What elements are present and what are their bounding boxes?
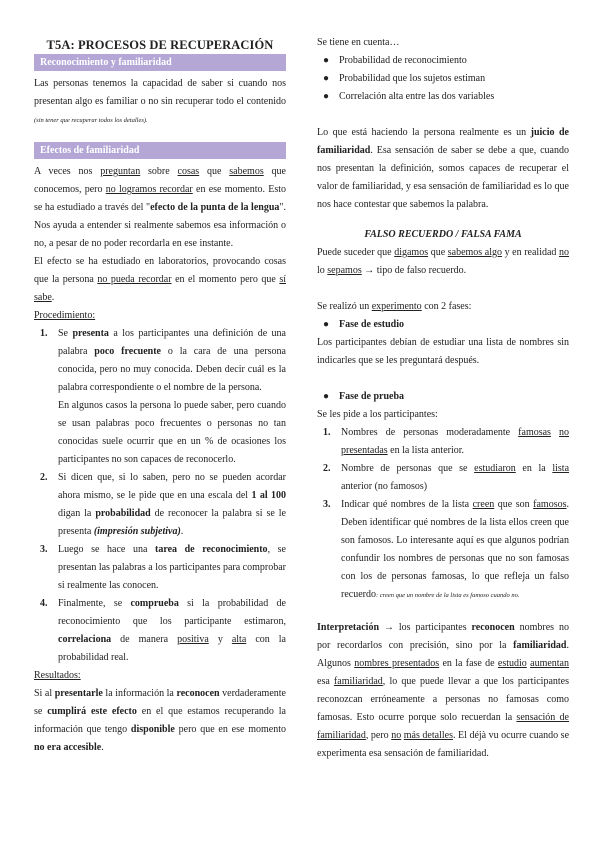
text-underlined: experimento (371, 301, 422, 312)
text-bold-italic: (impresión subjetiva) (93, 526, 181, 537)
text: . El déjà vu ocurre cuando se experimenta esa sensación de familiaridad. (317, 730, 570, 759)
text-bold: tarea de reconocimiento (155, 544, 268, 555)
text-underlined: aumentan (530, 658, 569, 669)
text: con 2 fases: (421, 301, 472, 312)
text-bold: comprueba (130, 598, 179, 609)
paragraph-juicio (317, 124, 569, 214)
text: pero que en ese momento (174, 724, 287, 735)
bullet-icon: ● (323, 391, 330, 402)
text-underlined: lista (552, 463, 570, 474)
text-bold: disponible (130, 724, 175, 735)
text-underlined: estudiaron (474, 463, 516, 474)
text-underlined: sí sabe (34, 274, 286, 303)
text-bold: reconocen (471, 622, 515, 633)
text-bold: efecto de la punta de la lengua (150, 202, 280, 213)
text-underlined: alta (231, 634, 247, 645)
text-underlined: nombres presentados (354, 658, 440, 669)
text-note: : creen que un nombre de la lista es famoso cuando no. (375, 592, 520, 599)
text: de reconocer la palabra si se le presenta (58, 508, 286, 537)
left-column (34, 54, 286, 757)
text-underlined: sepamos (327, 265, 362, 276)
text: anterior (no famosos) (341, 481, 428, 492)
text: en el que estamos recuperando la información que tengo (34, 706, 286, 735)
list-item (34, 325, 286, 469)
text: digan la (58, 508, 96, 519)
text: Probabilidad de reconocimiento (339, 55, 467, 66)
text-bold: Fase de prueba (339, 391, 404, 402)
text: con la probabilidad real. (58, 634, 286, 663)
text-bold: cumplirá este efecto (47, 706, 137, 717)
text-bold: presenta (72, 328, 109, 339)
text: Indicar qué nombres de la lista (341, 499, 473, 510)
text-underlined: no (559, 247, 569, 258)
list-item (317, 460, 569, 496)
page-title: T5A: PROCESOS DE RECUPERACIÓN (46, 38, 274, 52)
text: verdaderamente se (34, 688, 286, 717)
text: Si dicen que, si lo saben, pero no se pueden acordar ahora mismo, se le pide que en una escala del (58, 472, 286, 501)
text: . (101, 742, 104, 753)
list-number: 3. (323, 499, 331, 510)
text-underlined: famosos (533, 499, 567, 510)
text: Lo que está haciendo la persona realmente es un (317, 127, 531, 138)
paragraph-text: Las personas tenemos la capacidad de saber si cuando nos presentan algo es familiar o no sin recuperar todo el contenido (34, 78, 286, 107)
text: Nombre de personas que se (341, 463, 475, 474)
bullet-icon: ● (323, 91, 330, 102)
text: → los participantes (379, 622, 472, 633)
list-number: 2. (323, 463, 331, 474)
list-number: 3. (40, 544, 48, 555)
text: . (51, 292, 55, 303)
bullet-item (317, 70, 569, 88)
list-item-extra: En algunos casos la persona lo puede saber, pero cuando se usan palabras poco frecuentes o personas no tan conocidas suele ocurrir que en un % de ocasiones los participantes no son capaces de reconocerlo. (58, 400, 286, 465)
paragraph-laboratorio (34, 253, 286, 307)
procedimiento-label: Procedimiento: (34, 310, 96, 321)
paragraph-experimento (317, 298, 569, 316)
bullet-item (317, 388, 569, 406)
paragraph-reconocimiento (34, 75, 286, 130)
text-bold: 1 al 100 (251, 490, 287, 501)
paragraph-interpretacion (317, 619, 569, 763)
text-underlined: familiaridad (333, 676, 383, 687)
list-number: 1. (40, 328, 48, 339)
text: lo (317, 265, 328, 276)
list-item (34, 595, 286, 667)
bullet-icon: ● (323, 55, 330, 66)
text: y (208, 634, 232, 645)
text-bold: poco frecuente (94, 346, 161, 357)
text-underlined: no pueda recordar (97, 274, 172, 285)
text-underlined: positiva (177, 634, 209, 645)
list-number: 1. (323, 427, 331, 438)
text: Luego se hace una (58, 544, 155, 555)
list-item (317, 496, 569, 605)
text: . Algunos (317, 640, 569, 669)
text: o la cara de una persona conocida, pero no muy conocida. Deben decir cuál es la palabra correspondiente o el nombre de la persona. (58, 346, 286, 393)
text-bold: reconocen (176, 688, 220, 699)
paragraph-note: (sin tener que recuperar todos los detalles). (34, 117, 148, 124)
text-underlined: digamos (394, 247, 429, 258)
text: que (199, 166, 230, 177)
phase-list-study (317, 316, 569, 334)
text: esa (317, 676, 334, 687)
text: . Deben identificar qué nombres de la lista ellos creen que son famosos. Lo interesante aquí es que algunos podrían confundir los nombres de personas que no son famosas con los de personas famosas, lo que refleja un falso recuerdo (341, 499, 569, 600)
text-underlined: no (391, 730, 402, 741)
procedure-list (34, 325, 286, 667)
text-underlined: creen (472, 499, 495, 510)
text: Si al (34, 688, 55, 699)
list-item (34, 469, 286, 541)
intro-text: Se tiene en cuenta… (317, 37, 400, 48)
text: Nombres de personas moderadamente (341, 427, 519, 438)
text: si la probabilidad de reconocimiento que los participante estimaron, (58, 598, 286, 627)
section-header-falso-recuerdo: FALSO RECUERDO / FALSA FAMA (364, 229, 522, 240)
text-underlined: no logramos recordar (105, 184, 193, 195)
resultados-label: Resultados: (34, 670, 81, 681)
text-bold: juicio de familiaridad (317, 127, 569, 156)
text-bold: Fase de estudio (339, 319, 404, 330)
text: El efecto se ha estudiado en laboratorios, provocando cosas que la persona (34, 256, 286, 285)
text: Probabilidad que los sujetos estiman (339, 73, 486, 84)
text-underlined: sensación de familiaridad (317, 712, 569, 741)
test-list (317, 424, 569, 605)
text-bold: presentarle (54, 688, 103, 699)
text-underlined: no presentadas (341, 427, 570, 456)
text: en la fase de (439, 658, 498, 669)
text-bold: correlaciona (58, 634, 112, 645)
text-underlined: cosas (177, 166, 200, 177)
text: . Esa sensación de saber se debe a que, cuando nos presentan la definición, somos capaces de recuperar el valor de familiaridad, y esa sensación de familiaridad es lo que nos hace contestar que sabemos la palabra. (317, 145, 569, 210)
text: la información la (102, 688, 177, 699)
text: sobre (140, 166, 178, 177)
text-bold: Interpretación (317, 622, 380, 633)
text: y en realidad (501, 247, 559, 258)
text: que (428, 247, 448, 258)
list-item (317, 424, 569, 460)
text: , se presentan las palabras a los participantes para comprobar si realmente las conocen. (58, 544, 286, 591)
text: → tipo de falso recuerdo. (361, 265, 467, 276)
section-header-reconocimiento: Reconocimiento y familiaridad (34, 54, 286, 71)
text: ". Nos ayuda a entender si realmente sabemos esa información o no, a pesar de no poder recordarla en ese instante. (34, 202, 286, 249)
text-bold: no era accesible (34, 742, 102, 753)
text: de manera (111, 634, 178, 645)
text-bold: familiaridad (513, 640, 567, 651)
text: en la lista anterior. (387, 445, 465, 456)
text: , lo que puede llevar a que los participantes reconozcan erróneamente a personas no famosas como famosas. Esto ocurre porque solo recuerdan la (317, 676, 569, 723)
text: , pero (365, 730, 392, 741)
text: que son (494, 499, 534, 510)
bullet-icon: ● (323, 319, 330, 330)
text-underlined: sabemos (229, 166, 264, 177)
bullet-list (317, 52, 569, 106)
paragraph-resultados (34, 685, 286, 757)
text: a los participantes una definición de una palabra (58, 328, 286, 357)
phase-list-test (317, 388, 569, 406)
text: A veces nos (34, 166, 101, 177)
text: Puede suceder que (317, 247, 395, 258)
text: en ese momento. Esto se ha estudiado a través del " (34, 184, 286, 213)
paragraph-efectos (34, 163, 286, 253)
text: Se realizó un (317, 301, 372, 312)
paragraph-fase-estudio: Los participantes debían de estudiar una lista de nombres sin indicarles que se les preguntará después. (317, 337, 569, 366)
text: Finalmente, se (58, 598, 131, 609)
text: que conocemos, pero (34, 166, 286, 195)
text-underlined: sabemos algo (447, 247, 502, 258)
paragraph-fase-prueba: Se les pide a los participantes: (317, 409, 438, 420)
list-item (34, 541, 286, 595)
right-column (317, 34, 569, 763)
bullet-item (317, 52, 569, 70)
text: Correlación alta entre las dos variables (339, 91, 495, 102)
bullet-icon: ● (323, 73, 330, 84)
text: en la (515, 463, 553, 474)
text-underlined: estudio (497, 658, 527, 669)
paragraph-falso-recuerdo (317, 244, 569, 280)
text: Se (58, 328, 73, 339)
text: . (180, 526, 184, 537)
text-underlined: preguntan (100, 166, 141, 177)
section-header-efectos: Efectos de familiaridad (34, 142, 286, 159)
text-underlined: más detalles (403, 730, 453, 741)
text: nombres no por recordarlos con precisión, sino por la (317, 622, 569, 651)
text: en el momento pero que (171, 274, 280, 285)
text (551, 427, 559, 438)
bullet-item (317, 88, 569, 106)
bullet-item (317, 316, 569, 334)
text-underlined: famosas (518, 427, 551, 438)
list-number: 2. (40, 472, 48, 483)
list-number: 4. (40, 598, 48, 609)
text-bold: probabilidad (95, 508, 151, 519)
